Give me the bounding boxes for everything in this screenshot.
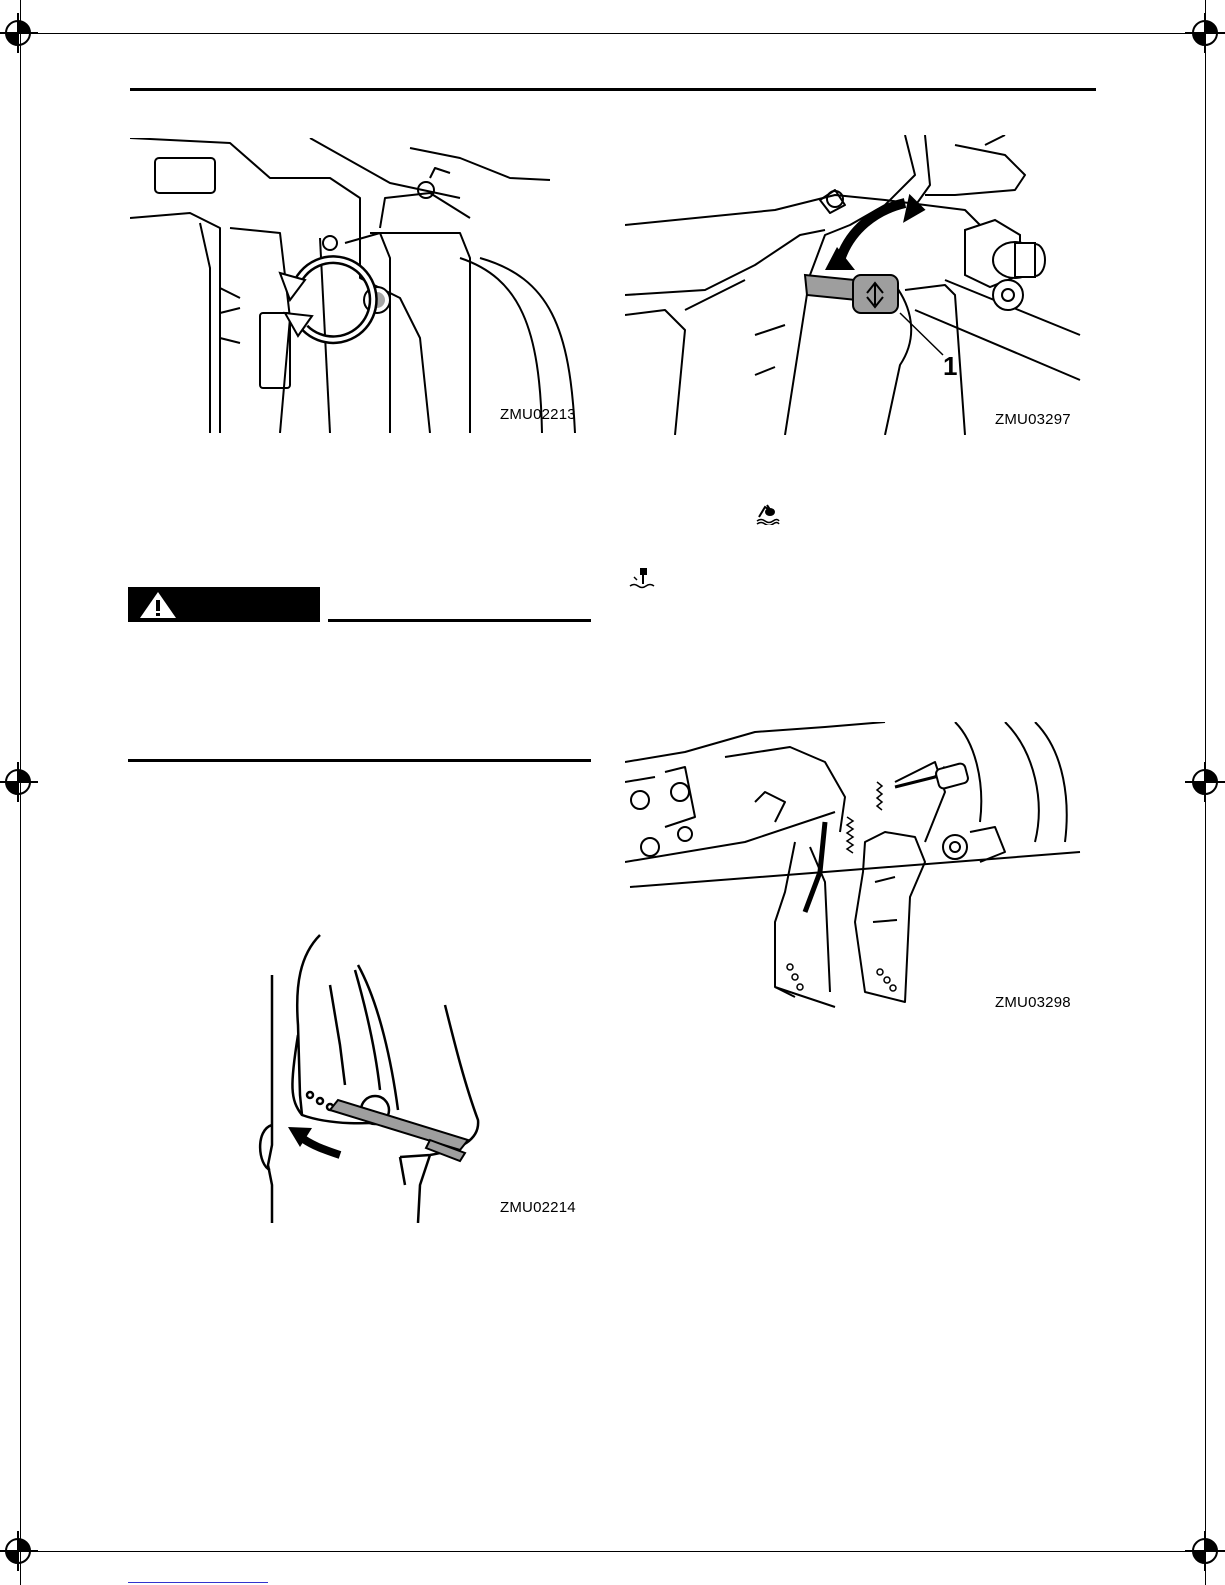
tilt-down-icon <box>628 566 656 590</box>
tilt-pin-illustration <box>130 925 590 1223</box>
registration-mark-middle-left <box>0 762 38 802</box>
loosen-arrow-icon <box>280 260 373 340</box>
bottom-link-underline[interactable] <box>128 1582 268 1583</box>
tilt-up-icon <box>755 503 781 525</box>
warning-triangle-icon <box>138 590 178 620</box>
warning-label-bar <box>128 587 320 622</box>
crop-line-bottom <box>0 1551 1225 1552</box>
tilt-support-lever <box>805 275 898 313</box>
crop-line-right <box>1205 0 1206 1585</box>
tilt-support-lever-illustration <box>625 135 1085 435</box>
callout-number: 1 <box>943 351 958 381</box>
figure-code: ZMU02213 <box>500 406 576 423</box>
warning-header-rule <box>328 619 591 622</box>
warning-footer-rule <box>128 759 591 762</box>
figure-tilt-pin <box>130 925 590 1223</box>
insert-pin-arrow-icon <box>288 1127 340 1155</box>
crop-line-left <box>20 0 21 1585</box>
drain-screw-illustration <box>130 138 590 433</box>
header-rule <box>130 88 1096 91</box>
figure-code: ZMU03298 <box>995 994 1071 1011</box>
figure-drain-screw <box>130 138 590 433</box>
figure-tilt-support-lever <box>625 135 1085 435</box>
figure-code: ZMU02214 <box>500 1199 576 1216</box>
tilt-support-mechanism-illustration <box>625 722 1085 1018</box>
figure-code: ZMU03297 <box>995 411 1071 428</box>
figure-tilt-support-mechanism <box>625 722 1085 1018</box>
crop-line-top <box>0 33 1225 34</box>
lever-move-arrow-icon <box>825 191 926 270</box>
